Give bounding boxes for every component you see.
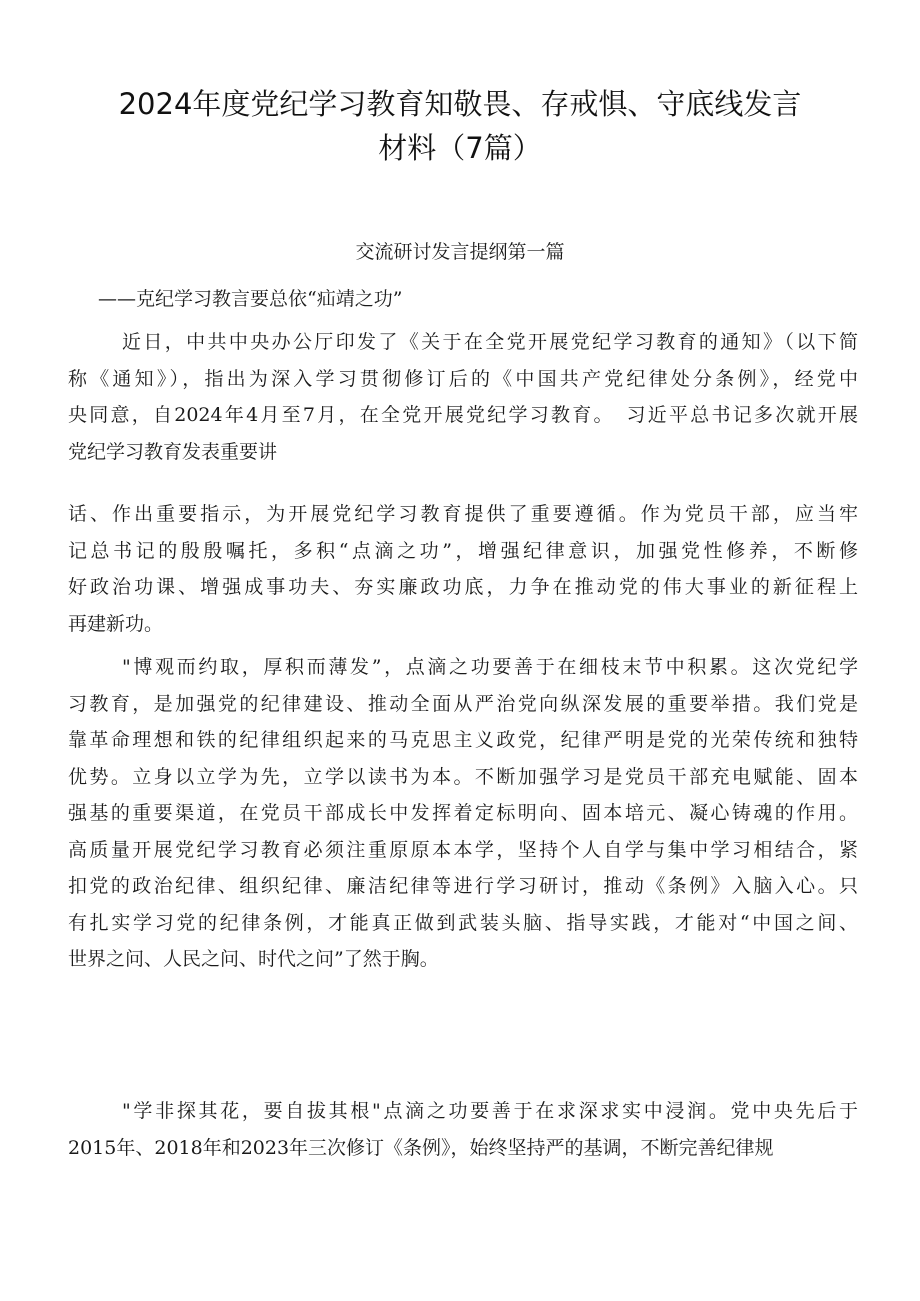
- paragraph-line: 党纪学习教育发表重要讲: [68, 440, 278, 463]
- paragraph-line: 高质量开展党纪学习教育必须注重原原本本学，坚持个人自学与集中学习相结合，紧: [68, 838, 858, 861]
- paragraph-4: [68, 1093, 858, 1166]
- title-line-2: 材料（7篇）: [378, 131, 542, 165]
- paragraph-line: 强基的重要渠道，在党员干部成长中发挥着定标明向、固本培元、凝心铸魂的作用。: [68, 802, 858, 824]
- paragraph-line: 2015年、2018年和2023年三次修订《条例》，始终坚持严的基调，不断完善纪律规: [68, 1136, 774, 1159]
- paragraph-line: 扣党的政治纪律、组织纪律、廉洁纪律等进行学习研讨，推动《条例》入脑入心。只: [68, 875, 858, 897]
- paragraph-line: 央同意，自2024年4月至7月，在全党开展党纪学习教育。 习近平总书记多次就开展: [68, 404, 858, 426]
- section-subheading: [68, 281, 858, 318]
- paragraph-line: 好政治功课、增强成事功夫、夯实廉政功底，力争在推动党的伟大事业的新征程上: [68, 576, 858, 598]
- subheading-line: ——克纪学习教言要总依“疝靖之功”: [98, 288, 403, 310]
- paragraph-line: 习教育，是加强党的纪律建设、推动全面从严治党向纵深发展的重要举措。我们党是: [68, 692, 858, 715]
- paragraph-line: 靠革命理想和铁的纪律组织起来的马克思主义政党，纪律严明是党的光荣传统和独特: [68, 729, 858, 751]
- paragraph-line: 世界之问、人民之问、时代之问”了然于胸。: [68, 948, 439, 970]
- paragraph-line: 有扎实学习党的纪律条例，才能真正做到武装头脑、指导实践，才能对“中国之间、: [68, 911, 858, 934]
- section-heading: 交流研讨发言提纲第一篇: [355, 241, 565, 263]
- paragraph-line: 再建新功。: [68, 612, 164, 635]
- document-title: [60, 82, 860, 170]
- paragraph-line: "学非探其花，要自拔其根"点滴之功要善于在求深求实中浸润。党中央先后于: [122, 1100, 858, 1122]
- paragraph-line: 称《通知》），指出为深入学习贯彻修订后的《中国共产党纪律处分条例》，经党中: [68, 367, 858, 390]
- paragraph-line: "博观而约取，厚积而薄发”，点滴之功要善于在细枝末节中积累。这次党纪学: [122, 656, 858, 678]
- title-line-1: 2024年度党纪学习教育知敬畏、存戒惧、守底线发言: [118, 87, 802, 121]
- paragraph-3: [68, 649, 858, 978]
- paragraph-1: [68, 324, 858, 470]
- paragraph-line: 记总书记的殷殷嘱托，多积“点滴之功”，增强纪律意识，加强党性修养，不断修: [68, 539, 858, 562]
- paragraph-line: 优势。立身以立学为先，立学以读书为本。不断加强学习是党员干部充电赋能、固本: [68, 765, 858, 788]
- paragraph-line: 话、作出重要指示，为开展党纪学习教育提供了重要遵循。作为党员干部，应当牢: [68, 503, 858, 525]
- paragraph-2: [68, 496, 858, 642]
- paragraph-line: 近日，中共中央办公厅印发了《关于在全党开展党纪学习教育的通知》（以下简: [122, 331, 858, 353]
